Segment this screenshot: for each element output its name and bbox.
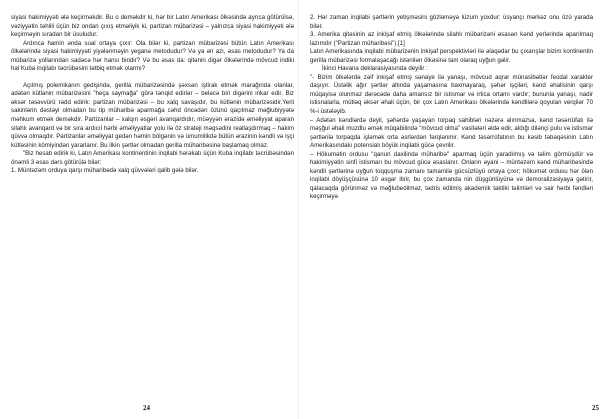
right-page-text	[310, 14, 593, 202]
right-paragraph-6: – Adətən kəndlərdə deyil, şəhərdə yaşayan torpaq sahibləri nəzərə alınmazsa, kənd təsərrüfatı ilə məşğul əhali muzdlu əmək müqabilində "mövcud olma" vasitələri əldə edir, aldığı dilənçi pulu və istismar şərtlərilə torpaqda işləmək orta əsrlərdən fərqlənmir. Kənd təsərrüfatının bu kəsib təbəqəsinin Latın Amerikasındakı potensialı böyük inqilabi gücə çevrilir.	[310, 116, 593, 150]
left-page-text	[11, 14, 294, 176]
right-paragraph-2: 3. Amerika qitəsinin az inkişaf etmiş ölkələrində silahlı mübarizəni əsasən kənd yerlərində aparılmaq lazımdır ("Partizan müharibəsi").[1]	[310, 31, 593, 47]
left-paragraph-3: Açılmış polemikanın gedişində, gerilla mübarizəsində şəxsən iştirak etmək marağında olanlar, adətən kütlənin mübarizəsini "heça saymağa" görə tənqid edirlər – beləcə biri digərini inkar edir. Biz əksər təsəvvürü rədd edirik: partizan mübarizəsi – bu xalq savaşıdır, bu kütlənin mübarizəsidir.Yerli sakinlərin dəstəyi olmadan bu tip müharibə aparmağa cəhd öncədən özünü qaçılmaz məğlubiyyətə məhkum etmək deməkdir. Partizanlar – xalqın əsgəri avanqardıdır, müəyyən ərazidə əməliyyat aparan silahlı avanqard və bir sıra ardıcıl hərbi əməliyyatlar yolu ilə öz strateji məqsədini reallaşdırmaq – hakim qüvvə olmaqdır. Partizanlar əməliyyat gedən həmin bölgənin və ümumilikdə bütün ərazinin kəndli və işçi kütləsinin kömiyindən yararlanır. Bu ilkin şərtlər olmadan gerilla müharibəsinə başlamaq olmaz.	[11, 81, 294, 149]
right-page	[310, 14, 599, 412]
left-paragraph-5: 1. Müntəzəm orduya qarşı müharibədə xalq qüvvələri qalib gələ bilər.	[11, 167, 199, 175]
right-paragraph-7: – Hökumətin ordusu "qanun daxilində müharibə" aparmaq üçün yaradılmış və təlim görmüşdür və hakimiyyətin sinfi istismarı bu mövcud gücə əsaslanır. Onların əyani – müntəzəm kənd müharibəsində kəndli şərtlərinə uyğun toqquşma zamanı tamamilə gücsüzlüyü ortaya çıxır; hökumət ordusu hər ölən inqilabi döyüşçüsünə 10 əsgər itirir, bu çox zamanda nin düşgünlüyünə və demoralizasiyaya gətirir, qalacaqda görünməz və məğlubedilməz, tədris edilmiş akademik taktiki təlimləri və sair hərbi fəndləri keçirməyə	[310, 150, 593, 201]
left-page	[11, 14, 294, 412]
page-number-right: 25	[592, 404, 599, 412]
left-paragraph-2: Ardınca hamin ənda sual ortaya çıxır: Ola bilər ki, partizan mübarizəsi bütün Latın Amerikası ölkələrində siyasi hakimiyyəti yiyələnməyin yeganə metodudur? Və ya ən azı, əsas metodudur? Ya da mübarizə yollarından sadəcə hər hansı biridir? Və bu əsas da: qitənin digər ölkələrində mövcud indiki hal Kuba inqilabı təcrübəsini tətbiq etmək olarmı?	[11, 39, 294, 73]
page-number-left: 24	[143, 404, 150, 412]
right-paragraph-1: 2. Hər zaman inqilabi şərtlərin yetişməsini gözləməyə lüzum yoxdur: üsyançı mərkəz onu özü yarada bilər.	[310, 14, 593, 30]
gutter-divider	[298, 0, 299, 419]
right-paragraph-4: İkinci Havana deklarasiyasında deyilir :	[322, 65, 428, 73]
left-paragraph-1: siyasi hakimiyyəti ələ keçirməkdir. Bu o deməkdir ki, hər bir Latın Amerikası ölkəsində ayrıca götürülsə, vəziyyətin təhlili üçün biz ondan çıxış etməliyik ki, partizan mübarizəsi – yalnızca siyasi hakimiyyəti ələ keçirməyin sıradan bir üsuludur.	[11, 14, 294, 39]
right-paragraph-3: Latın Amerikasında inqilabi mübarizənin inkişaf perspektivləri ilə əlaqədar bu çıxarışlar bizim kontinentin gerilla mübarizəsi formalaşacağı istənilən ölkəsinə tam olaraq uyğun gəlir.	[310, 48, 593, 64]
right-paragraph-5: "- Bizim ölkələrdə zəif inkişaf etmiş sənaye ilə yanaşı, mövcud aqrar münasibətlər feodal xarakter daşıyır. Üstəlik ağır şərtlər altında yaşamasına baxmayaraq, şəhər işçiləri, kənd əhalisinin qarşı müqayisə olunmaz dərəcədə daha amansız bir istismar və irtica ortamı vardır; bununla yanaşı, nadir istisnalarla, mütləq əksər əhali üçün, bir çox Latın Amerikası ölkələrində kəndlilərə qoyulan verqilər 70 %-i üstələyib.	[310, 73, 593, 116]
left-paragraph-4: "Biz hesab edirik ki, Latın Amerikası kontinentinin inqilabi hərəkatı üçün Kuba inqilabı təcrübəsindən önəmli 3 əsas dərs götürülə bilər:	[11, 150, 294, 166]
